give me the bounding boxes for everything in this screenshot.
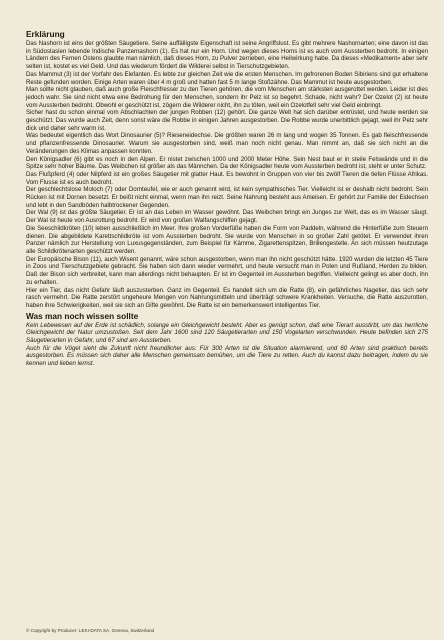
paragraph-mammoth: Das Mammut (3) ist der Vorfahr des Elefanten. Es lebte zur gleichen Zeit wie die ersten Menschen. Im gefrorenen Boden Sibiriens sind gut erhaltene Reste gefunden worden. Einige Arten waren über 4 m groß und hatten fast 5 m lange Stoßzähne. Das Mammut ist heute ausgestorben. [26, 70, 428, 86]
paragraph-hippopotamus: Das Flußpferd (4) oder Nilpferd ist ein großes Säugetier mit glatter Haut. Es bewohnt in Gruppen von vier bis zwölf Tieren die tiefen Flüsse Afrikas. Vom Flusse ist es auch bedroht. [26, 170, 428, 186]
paragraph-balance: Kein Lebewesen auf der Erde ist schädlich, solange ein Gleichgewicht besteht. Aber es genügt schon, daß eine Tierart ausstirbt, um das herrliche Gleichgewicht der Natur umzustoßen. Seit dem Jahr 1600 sind 120 Säugetierarten und 150 Vogelarten verschwunden. Heute befinden sich 275 Säugetierarten in Gefahr, und 67 sind am Aussterben. [26, 321, 428, 345]
paragraph-moloch: Der geschlechtslose Moloch (7) oder Dornteufel, wie er auch genannt wird, ist kein sympathisches Tier. Vielleicht ist er deshalb nicht bedroht. Sein Rücken ist mit Dornen besetzt. Er beißt nicht einmal, wenn man ihn reizt. Seine Nahrung besteht aus Ameisen. Er gehört zur Familie der Eidechsen und lebt in den Sandböden halbtrockener Gegenden. [26, 186, 428, 209]
paragraph-rhinoceros: Das Nashorn ist eins der größten Säugetiere. Seine auffälligste Eigenschaft ist seine Angriffslust. Es gibt mehrere Nashornarten; eine davon ist das in Südostasien lebende Indische Panzernashorn (1). Es hat nur ein Horn. Und wegen dieses Horns ist es auch vom Aussterben bedroht. In einigen Ländern des Fernen Ostens glaubte man nämlich, daß dieses Horn, zu Pulver zerrieben, eine Heilwirkung habe. Da dieses «Medikament» aber sehr selten ist, kostet es viel Geld. Und das wiederum fördert die Wilderei selbst in Tierschutzgebieten. [26, 40, 428, 71]
copyright-footer: © Copyright by Producer: LEXI-DATA SA, Geneva, Switzerland [26, 628, 155, 633]
explanation-section [26, 40, 428, 310]
heading-erklaerung: Erklärung [26, 29, 65, 39]
paragraph-golden-eagle: Den Königsadler (6) gibt es noch in den Alpen. Er nistet zwischen 1000 und 2000 Meter Höhe. Sein Nest baut er in steile Felswände und in die Spitze sehr hoher Bäume. Das Weibchen ist größer als das Männchen. Da der Königsadler heute vom Aussterben bedroht ist, steht er unter Schutz. [26, 155, 428, 171]
facts-section [26, 322, 428, 368]
paragraph-birds: Auch für die Vögel sieht die Zukunft nicht freundlicher aus: Für 300 Arten ist die Situation alarmierend, und 60 Arten sind praktisch bereits ausgestorben. Es müssen sich daher alle Menschen gemeinsam bemühen, um die Tiere zu retten. Auch du kannst dazu beitragen, indem du sie kennen und lieben lernst. [26, 344, 428, 368]
paragraph-sea-turtle: Die Seeschildkröten (10) leben ausschließlich im Meer. Ihre großen Vorderfüße haben die Form von Paddeln, während die Hinterfüße zum Steuern dienen. Die abgebildete Karettschildkröte ist vom Aussterben bedroht. Sie wurde von Menschen in so großer Zahl getötet. Er verwendet ihren Panzer nämlich zur Herstellung von Luxusgegenständen, zum Beispiel für Kämme, Zigarettenspitzen, Brillengestelle. An sich müssen heutzutage alle Schildkrötenarten geschützt werden. [26, 224, 428, 255]
paragraph-ocelot: Man sollte nicht glauben, daß auch große Fleischfresser zu den Tieren gehören, die vom Menschen am stärksten ausgerottet werden. Leider ist dies jedoch wahr. Sie sind nicht etwa eine Bedrohung für den Menschen, sondern ihr Pelz ist so begehrt. Schade, nicht wahr? Der Ozelot (2) ist heute vom Aussterben bedroht. Obwohl er geschützt ist, zögern die Wilderer nicht, ihn zu töten, weil ein Ozelotfell sehr viel Geld einbringt. [26, 86, 428, 109]
heading-was-man-noch-wissen-sollte: Was man noch wissen sollte [26, 310, 139, 321]
paragraph-whale: Der Wal (9) ist das größte Säugetier. Er ist an das Leben im Wasser gewöhnt. Das Weibchen bringt ein Junges zur Welt, das es im Wasser säugt. Der Wal ist heute von Ausrottung bedroht. Er wird von großen Walfangschiffen gejagt. [26, 209, 428, 225]
paragraph-rat: Hier ein Tier, das nicht Gefahr läuft auszusterben. Ganz im Gegenteil. Es handelt sich um die Ratte (8), ein gefährliches Nagetier, das sich sehr rasch vermehrt. Die Ratte zerstört ungeheure Mengen von Nahrungsmitteln und überträgt schwere Krankheiten. Versuche, die Ratte auszurotten, haben ihre Schwierigkeiten, weil sie sich an Gifte gewöhnt. Die Ratte ist ein bemerkenswert intelligentes Tier. [26, 286, 428, 309]
paragraph-dinosaur: Was bedeutet eigentlich das Wort Dinosaurier (5)? Rieseneidechse. Die größten waren 26 m lang und wogen 35 Tonnen. Es gab fleischfressende und pflanzenfressende Dinosaurier. Warum sie ausgestorben sind, weiß man noch nicht genau. Man nimmt an, daß sie sich nicht an die Veränderungen des Klimas anpassen konnten. [26, 132, 428, 155]
paragraph-bison: Der Europäische Bison (11), auch Wisent genannt, wäre schon ausgestorben, wenn man ihn nicht geschützt hätte. 1920 wurden die letzten 45 Tiere in Zoos und Tierschutzgebiete gebracht. Sie haben sich dann wieder vermehrt, und heute versucht man in Polen und Rußland, Herden zu bilden. Daß der Bison sich verbreitet, kann man allerdings nicht behaupten. Er ist im Gegenteil im Aussterben begriffen. Vielleicht gelingt es aber doch, ihn zu erhalten. [26, 255, 428, 286]
paragraph-seal: Sicher hast du schon einmal vom Abschlachten der jungen Robben (12) gehört. Die ganze Welt hat sich darüber entrüstet, und heute werden sie geschützt. Das wurde auch Zeit, denn sonst wäre die Robbe in einigen Jahren ausgestorben. Die Robbe wurde unerbittlich gejagt, weil ihr Pelz sehr dick und daher sehr warm ist. [26, 109, 428, 132]
